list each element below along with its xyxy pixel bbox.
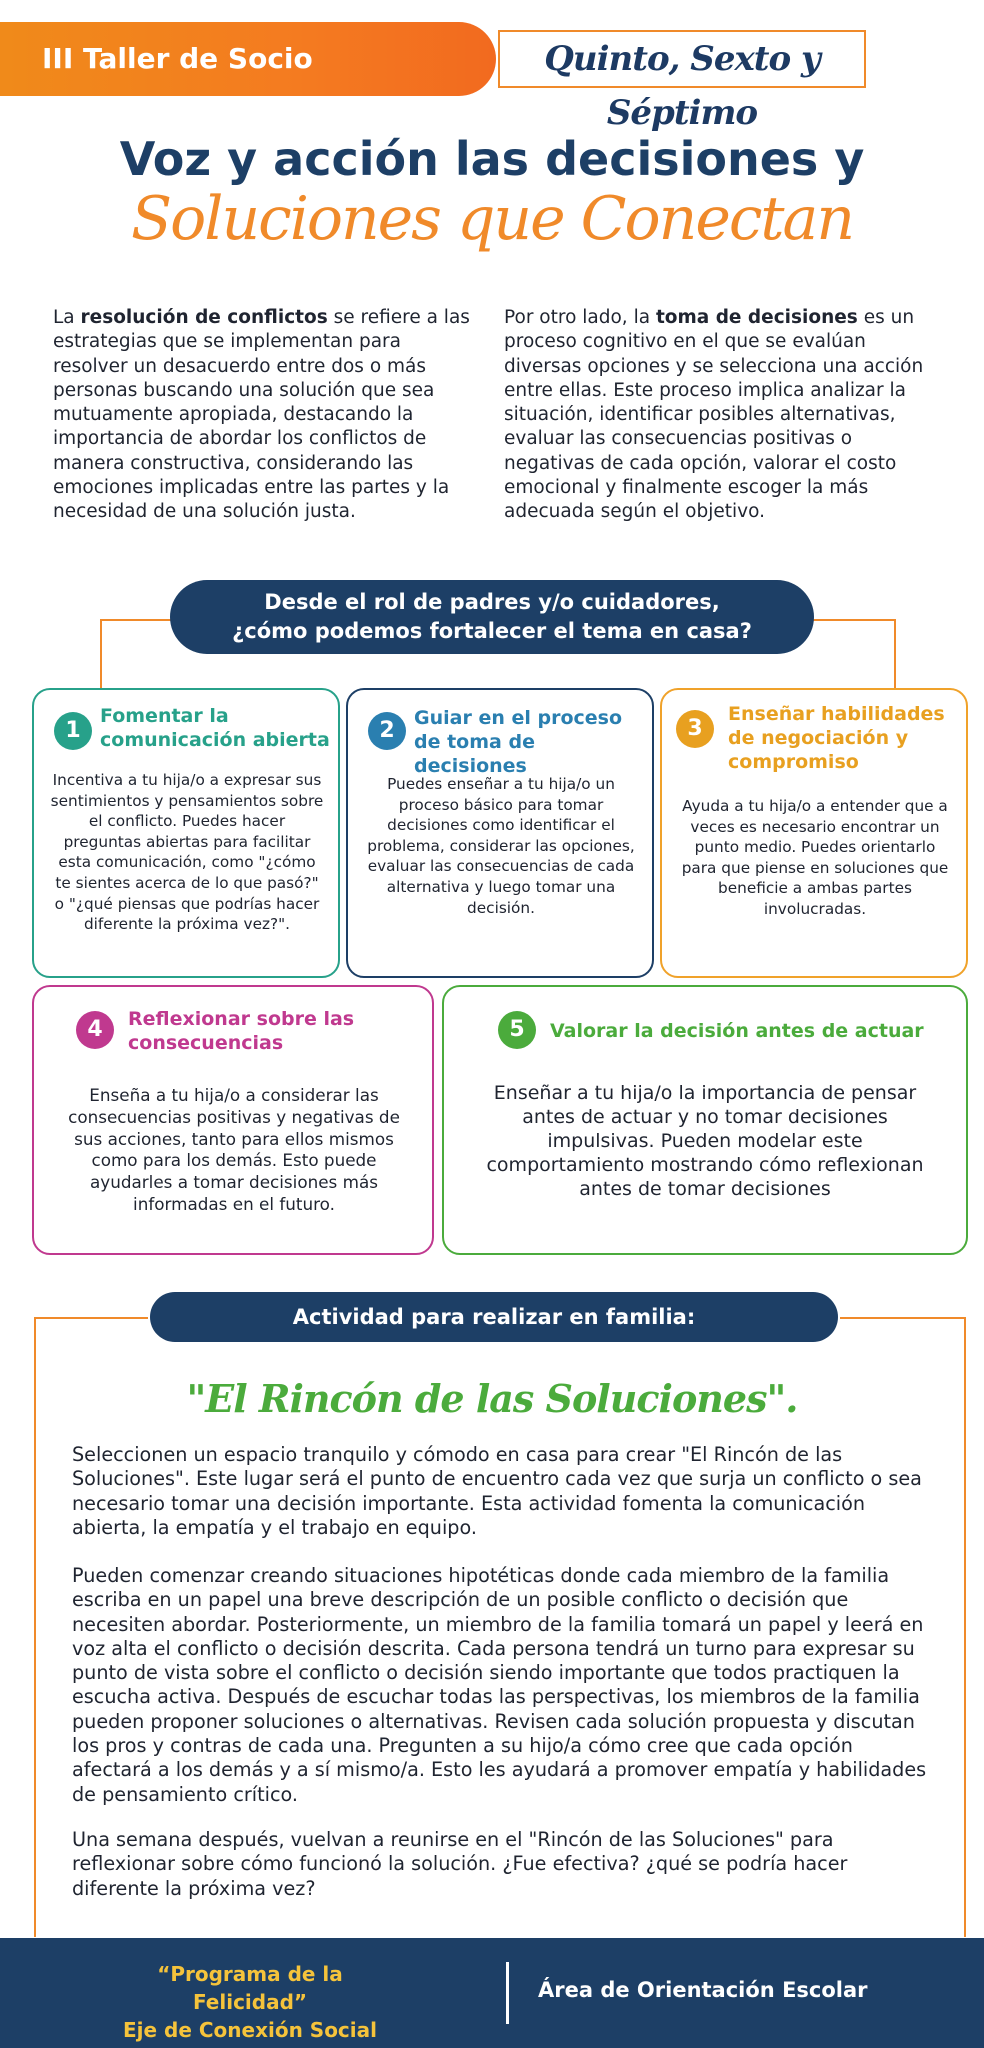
tip-title-2: Guiar en el proceso de toma de decisiones — [414, 707, 623, 777]
intro-right-pre: Por otro lado, la — [504, 307, 656, 328]
activity-name: "El Rincón de las Soluciones". — [186, 1376, 798, 1421]
tip-title-5: Valorar la decisión antes de actuar — [550, 1020, 924, 1042]
tip-card-1 — [32, 688, 340, 978]
tip-body-3: Ayuda a tu hija/o a entender que a veces es necesario encontrar un punto medio. Puedes orientarlo para que piense en soluciones que beneficie a ambas partes involucradas. — [681, 797, 949, 918]
tip-body-2: Puedes enseñar a tu hija/o un proceso básico para tomar decisiones como identificar el problema, considerar las opciones, evaluar las consecuencias de cada alternativa y luego tomar una decisión. — [367, 775, 635, 917]
intro-left-text: se refiere a las estrategias que se implementan para resolver un desacuerdo entre dos o más personas buscando una solución que sea mutuamente apropiada, destacando la importancia de abordar los conflictos de manera constructiva, considerando las emociones implicadas entre las partes y la necesidad de una solución justa. — [53, 307, 470, 523]
workshop-banner: III Taller de Socio afectividad — [0, 22, 496, 96]
intro-decision-making — [504, 306, 948, 525]
page-title: Voz y acción las decisiones y — [119, 132, 865, 186]
footer-area: Área de Orientación Escolar — [538, 1978, 868, 2002]
number-badge-3: 3 — [676, 710, 714, 748]
tip-body-1: Incentiva a tu hija/o a expresar sus sentimientos y pensamientos sobre el conflicto. Puedes hacer preguntas abiertas para facilitar esta comunicación, como "¿cómo te sientes acerca de lo que pasó?" o "¿qué piensas que podrías hacer diferente la próxima vez?". — [50, 771, 324, 934]
footer-divider — [506, 1962, 509, 2024]
tip-body-5: Enseñar a tu hija/o la importancia de pensar antes de actuar y no tomar decisiones impulsivas. Pueden modelar este comportamiento mostrando cómo reflexionan antes de tomar decisiones — [486, 1082, 924, 1200]
activity-paragraph-2: Pueden comenzar creando situaciones hipotéticas donde cada miembro de la familia escriba en un papel una breve descripción de un posible conflicto o decisión que necesiten abordar. Posteriormente, un miembro de la familia tomará un papel y leerá en voz alta el conflicto o decisión descrita. Cada persona tendrá un turno para expresar su punto de vista sobre el conflicto o decisión siendo importante que todos practiquen la escucha activa. Después de escuchar todas las perspectivas, los miembros de la familia pueden proponer soluciones o alternativas. Revisen cada solución propuesta y discutan los pros y contras de cada una. Pregunten a su hijo/a cómo cree que cada opción afectará a los demás y a sí mismo/a. Esto les ayudará a promover empatía y habilidades de pensamiento crítico. — [72, 1564, 927, 1806]
tip-body-4: Enseña a tu hija/o a considerar las consecuencias positivas y negativas de sus acciones, tanto para ellos mismos como para los demás. Esto puede ayudarles a tomar decisiones más informadas en el futuro. — [68, 1085, 400, 1214]
activity-paragraph-1: Seleccionen un espacio tranquilo y cómodo en casa para crear "El Rincón de las Soluciones". Este lugar será el punto de encuentro cada vez que surja un conflicto o sea necesario tomar una decisión importante. Esta actividad fomenta la comunicación abierta, la empatía y el trabajo en equipo. — [72, 1443, 922, 1539]
footer-program — [100, 1960, 400, 2044]
intro-conflict-resolution — [53, 306, 473, 525]
number-badge-2: 2 — [368, 712, 406, 750]
tip-title-4: Reflexionar sobre las consecuencias — [128, 1008, 355, 1054]
footer-program-name: “Programa de la Felicidad” — [157, 1962, 343, 2014]
tip-card-2 — [346, 688, 654, 978]
grades-label: Quinto, Sexto y Séptimo — [498, 30, 866, 88]
tip-title-1: Fomentar la comunicación abierta — [100, 705, 330, 751]
page-subtitle: Soluciones que Conectan — [131, 184, 853, 254]
tip-card-5 — [442, 985, 968, 1255]
activity-paragraph-3: Una semana después, vuelvan a reunirse en el "Rincón de las Soluciones" para reflexionar sobre cómo funcionó la solución. ¿Fue efectiva? ¿qué se podría hacer diferente la próxima vez? — [72, 1828, 848, 1900]
number-badge-4: 4 — [76, 1011, 114, 1049]
tip-title-3: Enseñar habilidades de negociación y compromiso — [728, 703, 945, 773]
intro-right-term: toma de decisiones — [655, 307, 858, 328]
intro-left-term: resolución de conflictos — [80, 307, 328, 328]
parents-question-heading — [170, 580, 814, 654]
tip-card-3 — [660, 688, 968, 978]
intro-right-text: es un proceso cognitivo en el que se evalúan diversas opciones y se selecciona una acción entre ellas. Este proceso implica analizar la situación, identificar posibles alternativas, evaluar las consecuencias positivas o negativas de cada opción, valorar el costo emocional y finalmente escoger la más adecuada según el objetivo. — [504, 307, 924, 523]
number-badge-5: 5 — [498, 1011, 536, 1049]
question-line-2: ¿cómo podemos fortalecer el tema en casa? — [232, 619, 752, 643]
footer — [0, 1938, 984, 2048]
footer-program-axis: Eje de Conexión Social — [122, 2018, 377, 2042]
tip-card-4 — [32, 985, 434, 1255]
intro-left-pre: La — [53, 307, 81, 328]
activity-heading: Actividad para realizar en familia: — [150, 1292, 838, 1342]
number-badge-1: 1 — [54, 712, 92, 750]
connector-line-left — [100, 619, 172, 689]
question-line-1: Desde el rol de padres y/o cuidadores, — [264, 590, 720, 614]
connector-line-right — [812, 619, 896, 689]
